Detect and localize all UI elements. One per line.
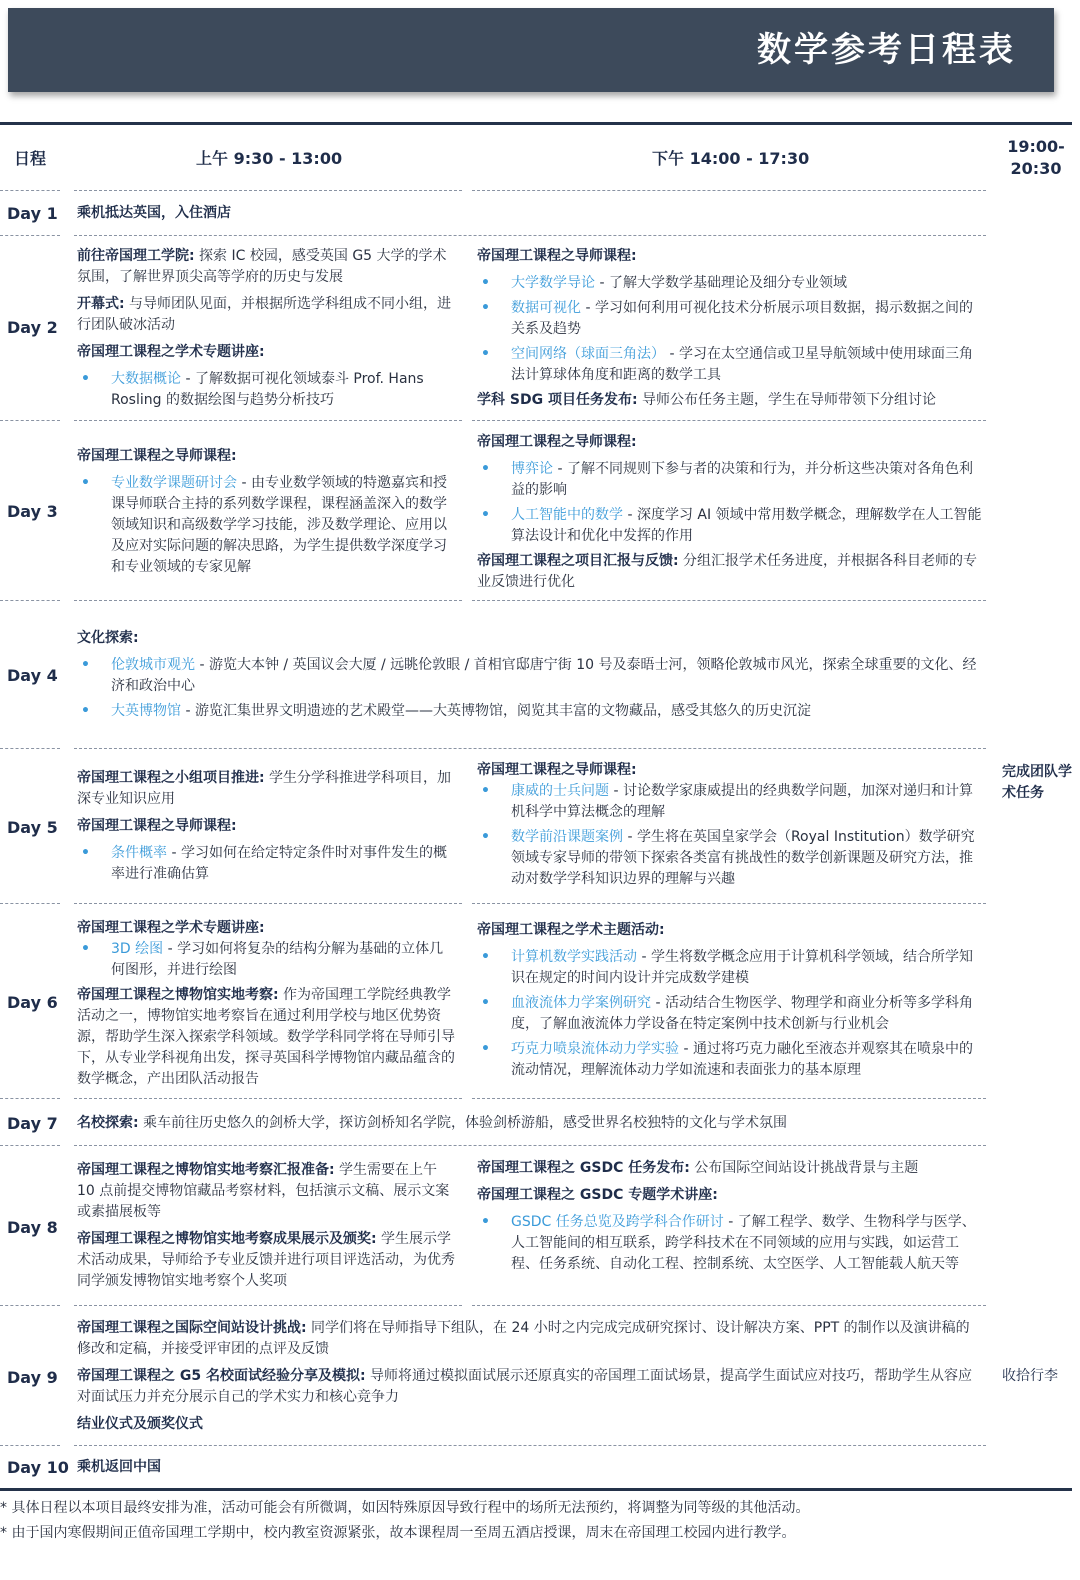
day-label: Day 6 (7, 993, 58, 1012)
day6-morning (77, 918, 457, 1096)
list-item (77, 701, 982, 722)
list-item (477, 344, 982, 386)
item-highlight: 数学前沿课题案例 (511, 829, 623, 845)
item-highlight: 大学数学导论 (511, 275, 595, 291)
day-label: Day 1 (7, 204, 58, 223)
activity-text: 探索 IC 校园，感受英国 G5 大学的学术氛围，了解世界顶尖高等学府的历史与发展 (77, 248, 447, 285)
day-label: Day 8 (7, 1218, 58, 1237)
row-divider (74, 903, 462, 904)
item-text: - 学习如何利用可视化技术分析展示项目数据，揭示数据之间的关系及趋势 (511, 300, 973, 337)
row-divider (0, 1145, 60, 1146)
activity-text: 分组汇报学术任务进度，并根据各科目老师的专业反馈进行优化 (477, 553, 978, 590)
day8-morning (77, 1160, 457, 1298)
item-highlight: 条件概率 (111, 845, 167, 861)
row-divider (0, 1098, 60, 1099)
item-highlight: 数据可视化 (511, 300, 581, 316)
item-highlight: 专业数学课题研讨会 (111, 475, 237, 491)
row-divider (74, 1145, 986, 1146)
footnote: * 由于国内寒假期间正值帝国理工学期中，校内教室资源紧张，故本课程周一至周五酒店授课，周末在帝国理工校园内进行教学。 (0, 1525, 796, 1541)
bullet-icon: • (81, 475, 90, 491)
row-divider (74, 190, 462, 191)
table-bottom-rule (0, 1488, 1072, 1491)
list-item (77, 655, 982, 697)
list-item (477, 947, 982, 989)
day-label: Day 4 (7, 666, 58, 685)
activity-title: 帝国理工课程之博物馆实地考察成果展示及颁奖: (77, 1231, 377, 1247)
row-divider (0, 600, 60, 601)
activity-title: 帝国理工课程之导师课程: (77, 448, 237, 464)
column-header-evening (1000, 136, 1072, 180)
bullet-icon: • (81, 657, 90, 673)
row-divider (0, 420, 60, 421)
activity-title: 前往帝国理工学院: (77, 248, 195, 264)
item-text: - 由专业数学领域的特邀嘉宾和授课导师联合主持的系列数学课程，课程涵盖深入的数学领域知识和高级数学学习技能，涉及数学理论、应用以及应对实际问题的解决思路，为学生提供数学深度学习和专业领域的专家见解 (111, 475, 447, 575)
column-header-evening-start: 19:00- (1007, 137, 1065, 156)
activity-text: 学生需要在上午 10 点前提交博物馆藏品考察材料，包括演示文稿、展示文案或素描展板等 (77, 1162, 450, 1220)
item-text: - 学习如何将复杂的结构分解为基础的立体几何图形，并进行绘图 (111, 941, 444, 978)
item-highlight: 康威的士兵问题 (511, 783, 609, 799)
list-item (477, 1212, 982, 1275)
item-text: - 通过将巧克力融化至液态并观察其在喷泉中的流动情况，理解流体动力学如流速和表面张力的基本原理 (511, 1041, 973, 1078)
activity-title: 帝国理工课程之导师课程: (477, 434, 637, 450)
item-highlight: 3D 绘图 (111, 941, 164, 957)
row-divider (472, 1305, 986, 1306)
activity-text: 导师公布任务主题，学生在导师带领下分组讨论 (637, 392, 936, 408)
item-highlight: 血液流体力学案例研究 (511, 995, 651, 1011)
list-item (77, 939, 457, 981)
day6-afternoon (477, 920, 982, 1085)
list-item (477, 298, 982, 340)
day2-morning (77, 246, 457, 415)
day-label: Day 9 (7, 1368, 58, 1387)
page-title: 数学参考日程表 (757, 30, 1016, 70)
list-item (77, 369, 457, 411)
item-text: - 深度学习 AI 领域中常用数学概念，理解数学在人工智能算法设计和优化中发挥的作用 (511, 507, 982, 544)
row-divider (472, 1098, 986, 1099)
day-label: Day 3 (7, 502, 58, 521)
day-label: Day 7 (7, 1114, 58, 1133)
activity-title: 帝国理工课程之导师课程: (477, 248, 637, 264)
table-top-rule (0, 122, 1072, 125)
activity-title: 开幕式: (77, 296, 125, 312)
activity-title: 帝国理工课程之小组项目推进: (77, 770, 265, 786)
item-highlight: 人工智能中的数学 (511, 507, 623, 523)
row-divider (0, 1305, 60, 1306)
activity-text: 学生分学科推进学科项目，加深专业知识应用 (77, 770, 452, 807)
list-item (477, 781, 982, 823)
row-divider (472, 190, 986, 191)
bullet-icon: • (81, 845, 90, 861)
row-divider (74, 748, 986, 749)
item-text: - 了解工程学、数学、生物科学与医学、人工智能间的相互联系，跨学科技术在不同领域的应用与实践，如运营工程、任务系统、自动化工程、控制系统、太空医学、人工智能载人航天等 (511, 1214, 976, 1272)
activity-text: 公布国际空间站设计挑战背景与主题 (689, 1160, 919, 1176)
column-header-afternoon: 下午 14:00 - 17:30 (652, 149, 810, 168)
activity-title: 帝国理工课程之博物馆实地考察: (77, 987, 279, 1003)
list-item (477, 459, 982, 501)
activity-title: 帝国理工课程之 GSDC 任务发布: (477, 1160, 690, 1176)
day-label: Day 5 (7, 818, 58, 837)
activity-title: 帝国理工课程之导师课程: (77, 818, 237, 834)
day3-morning (77, 446, 457, 582)
activity-title: 帝国理工课程之项目汇报与反馈: (477, 553, 679, 569)
bullet-icon: • (481, 461, 490, 477)
list-item (77, 843, 457, 885)
day7-fullday (77, 1113, 982, 1134)
bullet-icon: • (481, 275, 490, 291)
row-divider (74, 600, 462, 601)
row-divider (74, 420, 462, 421)
item-text: - 活动结合生物医学、物理学和商业分析等多学科角度，了解血液流体力学设备在特定案例中技术创新与行业机会 (511, 995, 973, 1032)
day5-afternoon (477, 760, 982, 894)
activity-title: 帝国理工课程之博物馆实地考察汇报准备: (77, 1162, 335, 1178)
title-banner (8, 8, 1054, 92)
day2-afternoon (477, 246, 982, 417)
list-item (477, 827, 982, 890)
activity-title: 帝国理工课程之学术主题活动: (477, 922, 665, 938)
activity-title: 帝国理工课程之学术专题讲座: (77, 920, 265, 936)
bullet-icon: • (81, 703, 90, 719)
bullet-icon: • (481, 829, 490, 845)
item-text: - 了解数据可视化领域泰斗 Prof. Hans Rosling 的数据绘图与趋势分析技巧 (111, 371, 424, 408)
activity-text: 与导师团队见面，并根据所选学科组成不同小组，进行团队破冰活动 (77, 296, 452, 333)
bullet-icon: • (481, 507, 490, 523)
item-text: - 学生将在英国皇家学会（Royal Institution）数学研究领域专家导师的带领下探索各类富有挑战性的数学创新课题及研究方法，推动对数学学科知识边界的理解与兴趣 (511, 829, 975, 887)
activity-text: 同学们将在导师指导下组队，在 24 小时之内完成完成研究探讨、设计解决方案、PPT 的制作以及演讲稿的修改和定稿，并接受评审团的点评及反馈 (77, 1320, 970, 1357)
day5-evening: 完成团队学术任务 (1002, 764, 1072, 801)
item-text: - 学生将数学概念应用于计算机科学领域，结合所学知识在规定的时间内设计并完成数学建模 (511, 949, 973, 986)
list-item (77, 473, 457, 578)
footnote: * 具体日程以本项目最终安排为准，活动可能会有所微调，如因特殊原因导致行程中的场所无法预约，将调整为同等级的其他活动。 (0, 1500, 810, 1516)
row-divider (74, 1305, 462, 1306)
column-header-morning: 上午 9:30 - 13:00 (196, 149, 343, 168)
item-text: - 学习如何在给定特定条件时对事件发生的概率进行准确估算 (111, 845, 447, 882)
activity-text: 乘车前往历史悠久的剑桥大学，探访剑桥知名学院，体验剑桥游船，感受世界名校独特的文化与学术氛围 (138, 1115, 788, 1131)
item-highlight: 伦敦城市观光 (111, 657, 195, 673)
column-header-day: 日程 (14, 149, 47, 168)
item-text: - 游览汇集世界文明遗迹的艺术殿堂——大英博物馆，阅览其丰富的文物藏品，感受其悠久的历史沉淀 (181, 703, 811, 719)
item-text: - 了解不同规则下参与者的决策和行为，并分析这些决策对各角色利益的影响 (511, 461, 973, 498)
row-divider (74, 1445, 986, 1446)
row-divider (0, 748, 60, 749)
bullet-icon: • (81, 371, 90, 387)
bullet-icon: • (481, 995, 490, 1011)
activity-text: 学生展示学术活动成果，导师给予专业反馈并进行项目评选活动，为优秀同学颁发博物馆实地考察个人奖项 (77, 1231, 455, 1289)
list-item (477, 993, 982, 1035)
activity-text: 作为帝国理工学院经典教学活动之一，博物馆实地考察旨在通过利用学校与地区优势资源，帮助学生深入探索学科领域。数学学科同学将在导师引导下，从专业学科视角出发，探寻英国科学博物馆内藏品蕴含的数学概念，产出团队活动报告 (77, 987, 455, 1087)
item-text: - 学习在太空通信或卫星导航领域中使用球面三角法计算球体角度和距离的数学工具 (511, 346, 973, 383)
item-highlight: 大数据概论 (111, 371, 181, 387)
item-highlight: GSDC 任务总览及跨学科合作研讨 (511, 1214, 724, 1230)
list-item (477, 505, 982, 547)
row-divider (0, 903, 60, 904)
row-divider (0, 1445, 60, 1446)
bullet-icon: • (481, 783, 490, 799)
item-text: - 游览大本钟 / 英国议会大厦 / 远眺伦敦眼 / 首相官邸唐宁街 10 号及泰晤士河，领略伦敦城市风光，探索全球重要的文化、经济和政治中心 (111, 657, 977, 694)
day5-morning (77, 768, 457, 889)
activity-title: 帝国理工课程之国际空间站设计挑战: (77, 1320, 307, 1336)
row-divider (0, 235, 60, 236)
bullet-icon: • (81, 941, 90, 957)
day10-text: 乘机返回中国 (77, 1459, 161, 1475)
activity-text: 导师将通过模拟面试展示还原真实的帝国理工面试场景，提高学生面试应对技巧，帮助学生从容应对面试压力并充分展示自己的学术实力和核心竞争力 (77, 1368, 973, 1405)
activity-title: 结业仪式及颁奖仪式 (77, 1416, 203, 1432)
row-divider (472, 420, 986, 421)
activity-title: 文化探索: (77, 630, 139, 646)
activity-title: 帝国理工课程之导师课程: (477, 762, 637, 778)
day-label: Day 2 (7, 318, 58, 337)
row-divider (0, 190, 60, 191)
item-highlight: 空间网络（球面三角法） (511, 346, 665, 362)
bullet-icon: • (481, 1041, 490, 1057)
day4-fullday (77, 628, 982, 726)
item-highlight: 大英博物馆 (111, 703, 181, 719)
activity-title: 名校探索: (77, 1115, 139, 1131)
activity-title: 学科 SDG 项目任务发布: (477, 392, 638, 408)
bullet-icon: • (481, 300, 490, 316)
row-divider (74, 235, 986, 236)
item-text: - 了解大学数学基础理论及细分专业领域 (595, 275, 847, 291)
item-highlight: 博弈论 (511, 461, 553, 477)
day-label: Day 10 (7, 1458, 69, 1477)
list-item (477, 273, 982, 294)
item-highlight: 巧克力喷泉流体动力学实验 (511, 1041, 679, 1057)
bullet-icon: • (481, 346, 490, 362)
list-item (477, 1039, 982, 1081)
row-divider (472, 600, 986, 601)
day3-afternoon (477, 432, 982, 599)
row-divider (74, 1098, 462, 1099)
item-highlight: 计算机数学实践活动 (511, 949, 637, 965)
activity-title: 帝国理工课程之 GSDC 专题学术讲座: (477, 1187, 718, 1203)
bullet-icon: • (481, 949, 490, 965)
row-divider (472, 903, 986, 904)
item-text: - 讨论数学家康威提出的经典数学问题，加深对递归和计算机科学中算法概念的理解 (511, 783, 973, 820)
day1-text: 乘机抵达英国，入住酒店 (77, 205, 231, 221)
day9-fullday (77, 1318, 982, 1441)
activity-title: 帝国理工课程之 G5 名校面试经验分享及模拟: (77, 1368, 366, 1384)
bullet-icon: • (481, 1214, 490, 1230)
day9-evening: 收拾行李 (1002, 1368, 1058, 1384)
activity-title: 帝国理工课程之学术专题讲座: (77, 344, 265, 360)
day8-afternoon (477, 1158, 982, 1279)
column-header-evening-end: 20:30 (1010, 159, 1062, 178)
